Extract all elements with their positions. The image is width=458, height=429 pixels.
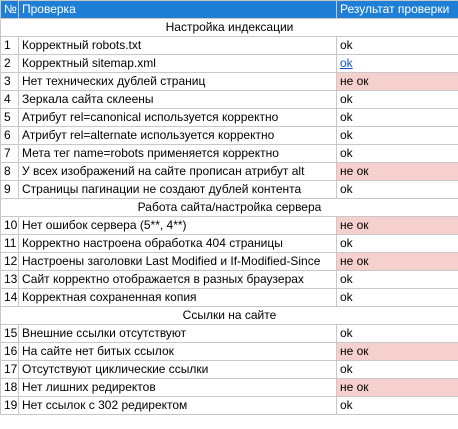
check-name-cell[interactable]: Сайт корректно отображается в разных браузерах	[19, 271, 337, 289]
check-name-cell[interactable]: Нет технических дублей страниц	[19, 73, 337, 91]
row-number-cell[interactable]: 5	[1, 109, 19, 127]
row-number-cell[interactable]: 2	[1, 55, 19, 73]
result-cell[interactable]: ok	[337, 109, 458, 127]
check-name-cell[interactable]: Атрибут rel=canonical используется корректно	[19, 109, 337, 127]
table-row	[1, 289, 458, 307]
table-row	[1, 145, 458, 163]
table-row	[1, 181, 458, 199]
result-cell[interactable]: ok	[337, 271, 458, 289]
check-name-cell[interactable]: Корректный sitemap.xml	[19, 55, 337, 73]
table-row	[1, 343, 458, 361]
check-name-cell[interactable]: Отсутствуют циклические ссылки	[19, 361, 337, 379]
result-cell[interactable]: ok	[337, 55, 458, 73]
result-cell[interactable]: не ок	[337, 73, 458, 91]
result-cell[interactable]: не ок	[337, 379, 458, 397]
row-number-cell[interactable]: 6	[1, 127, 19, 145]
table-row	[1, 73, 458, 91]
check-name-cell[interactable]: Мета тег name=robots применяется корректно	[19, 145, 337, 163]
table-row	[1, 109, 458, 127]
section-title-cell[interactable]: Работа сайта/настройка сервера	[1, 199, 458, 217]
check-name-cell[interactable]: Атрибут rel=alternate используется корректно	[19, 127, 337, 145]
row-number-cell[interactable]: 19	[1, 397, 19, 415]
row-number-cell[interactable]: 15	[1, 325, 19, 343]
row-number-cell[interactable]: 18	[1, 379, 19, 397]
result-cell[interactable]: ok	[337, 181, 458, 199]
table-row	[1, 37, 458, 55]
result-cell[interactable]: ok	[337, 289, 458, 307]
section-header-row	[1, 19, 458, 37]
table-row	[1, 379, 458, 397]
check-name-cell[interactable]: Корректная сохраненная копия	[19, 289, 337, 307]
result-cell[interactable]: ok	[337, 37, 458, 55]
header-row	[1, 1, 458, 19]
check-name-cell[interactable]: Корректно настроена обработка 404 страницы	[19, 235, 337, 253]
row-number-cell[interactable]: 4	[1, 91, 19, 109]
section-header-row	[1, 199, 458, 217]
result-cell[interactable]: ok	[337, 397, 458, 415]
check-name-cell[interactable]: Страницы пагинации не создают дублей контента	[19, 181, 337, 199]
row-number-cell[interactable]: 17	[1, 361, 19, 379]
table-row	[1, 325, 458, 343]
check-name-cell[interactable]: Нет лишних редиректов	[19, 379, 337, 397]
header-num-cell[interactable]: №	[1, 1, 19, 19]
table-row	[1, 217, 458, 235]
row-number-cell[interactable]: 3	[1, 73, 19, 91]
check-name-cell[interactable]: Внешние ссылки отсутствуют	[19, 325, 337, 343]
check-name-cell[interactable]: Нет ссылок с 302 редиректом	[19, 397, 337, 415]
table-row	[1, 361, 458, 379]
result-cell[interactable]: не ок	[337, 163, 458, 181]
header-result-cell[interactable]: Результат проверки	[337, 1, 458, 19]
table-row	[1, 55, 458, 73]
check-name-cell[interactable]: Настроены заголовки Last Modified и If-Modified-Since	[19, 253, 337, 271]
row-number-cell[interactable]: 14	[1, 289, 19, 307]
result-cell[interactable]: ok	[337, 361, 458, 379]
table-row	[1, 235, 458, 253]
table-row	[1, 127, 458, 145]
header-check-cell[interactable]: Проверка	[19, 1, 337, 19]
table-row	[1, 253, 458, 271]
row-number-cell[interactable]: 13	[1, 271, 19, 289]
result-cell[interactable]: ok	[337, 91, 458, 109]
check-name-cell[interactable]: Корректный robots.txt	[19, 37, 337, 55]
row-number-cell[interactable]: 11	[1, 235, 19, 253]
section-title-cell[interactable]: Ссылки на сайте	[1, 307, 458, 325]
row-number-cell[interactable]: 9	[1, 181, 19, 199]
row-number-cell[interactable]: 12	[1, 253, 19, 271]
section-header-row	[1, 307, 458, 325]
row-number-cell[interactable]: 8	[1, 163, 19, 181]
table-row	[1, 397, 458, 415]
section-title-cell[interactable]: Настройка индексации	[1, 19, 458, 37]
result-cell[interactable]: ok	[337, 145, 458, 163]
row-number-cell[interactable]: 10	[1, 217, 19, 235]
result-cell[interactable]: ok	[337, 127, 458, 145]
row-number-cell[interactable]: 7	[1, 145, 19, 163]
result-cell[interactable]: ok	[337, 235, 458, 253]
table-row	[1, 163, 458, 181]
check-name-cell[interactable]: У всех изображений на сайте прописан атрибут alt	[19, 163, 337, 181]
check-name-cell[interactable]: Нет ошибок сервера (5**, 4**)	[19, 217, 337, 235]
table-body	[1, 19, 458, 415]
result-cell[interactable]: не ок	[337, 253, 458, 271]
row-number-cell[interactable]: 16	[1, 343, 19, 361]
check-name-cell[interactable]: На сайте нет битых ссылок	[19, 343, 337, 361]
table-row	[1, 271, 458, 289]
result-cell[interactable]: не ок	[337, 343, 458, 361]
row-number-cell[interactable]: 1	[1, 37, 19, 55]
table-row	[1, 91, 458, 109]
result-cell[interactable]: ok	[337, 325, 458, 343]
check-name-cell[interactable]: Зеркала сайта склеены	[19, 91, 337, 109]
result-cell[interactable]: не ок	[337, 217, 458, 235]
